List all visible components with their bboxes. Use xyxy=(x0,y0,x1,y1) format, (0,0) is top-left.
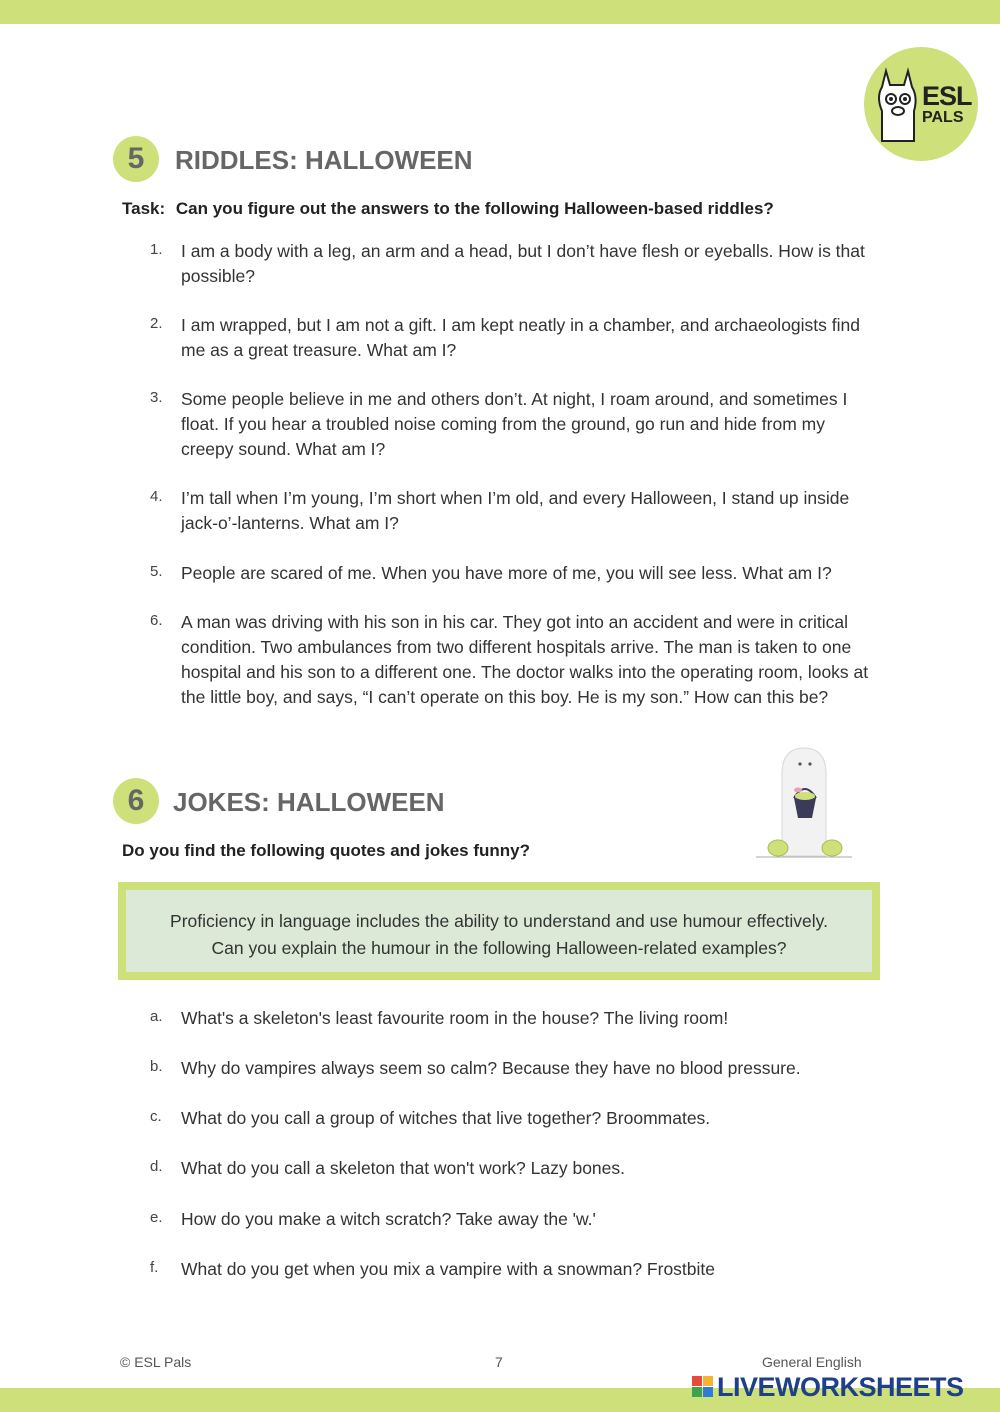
riddle-text: I am wrapped, but I am not a gift. I am kept neatly in a chamber, and archaeologists find me as a great treasure. What am I? xyxy=(181,315,860,360)
top-accent-bar xyxy=(0,0,1000,24)
joke-text: What do you call a skeleton that won't work? Lazy bones. xyxy=(181,1158,626,1178)
joke-marker: a. xyxy=(150,1008,163,1025)
riddle-marker: 4. xyxy=(150,488,163,505)
footer-category: General English xyxy=(762,1354,862,1370)
footer-page-number: 7 xyxy=(495,1354,503,1370)
ghost-icon xyxy=(754,744,854,862)
logo-text-pals: PALS xyxy=(922,109,964,126)
logo-text-esl: ESL xyxy=(922,81,972,111)
joke-marker: b. xyxy=(150,1058,163,1075)
joke-text: What do you get when you mix a vampire with a snowman? Frostbite xyxy=(181,1259,715,1279)
section-5-title: RIDDLES: HALLOWEEN xyxy=(175,145,473,175)
joke-text: What do you call a group of witches that live together? Broommates. xyxy=(181,1108,711,1128)
joke-marker: f. xyxy=(150,1259,159,1276)
riddle-text: I am a body with a leg, an arm and a head, but I don’t have flesh or eyeballs. How is that possible? xyxy=(181,241,865,286)
joke-marker: d. xyxy=(150,1158,163,1175)
riddle-text: Some people believe in me and others don’t. At night, I roam around, and sometimes I float. If you hear a troubled noise coming from the ground, go run and hide from my creepy sound. What am I? xyxy=(181,389,848,459)
section-5-number: 5 xyxy=(113,136,159,182)
riddle-marker: 6. xyxy=(150,612,163,629)
joke-text: Why do vampires always seem so calm? Because they have no blood pressure. xyxy=(181,1058,801,1078)
joke-marker: c. xyxy=(150,1108,162,1125)
riddle-text: People are scared of me. When you have more of me, you will see less. What am I? xyxy=(181,563,832,583)
joke-text: What's a skeleton's least favourite room in the house? The living room! xyxy=(181,1008,729,1028)
humour-note-box xyxy=(118,882,880,980)
task-label: Task: xyxy=(122,199,166,218)
task-instruction xyxy=(122,199,774,219)
riddle-marker: 3. xyxy=(150,389,163,406)
joke-text: How do you make a witch scratch? Take away the 'w.' xyxy=(181,1209,596,1229)
riddle-marker: 1. xyxy=(150,241,163,258)
liveworksheets-text: LIVEWORKSHEETS xyxy=(717,1372,964,1402)
esl-pals-logo xyxy=(864,47,978,161)
riddle-text: A man was driving with his son in his car. They got into an accident and were in critical condition. Two ambulances from two different hospitals arrive. The man is taken to one hospital and his son to a different one. The doctor walks into the operating room, looks at the little boy, and says, “I can’t operate on this boy. He is my son.” How can this be? xyxy=(181,612,869,707)
footer-copyright: © ESL Pals xyxy=(120,1354,192,1370)
task-text: Can you figure out the answers to the following Halloween-based riddles? xyxy=(175,199,774,218)
riddle-marker: 5. xyxy=(150,563,163,580)
liveworksheets-logo-icon xyxy=(692,1376,714,1398)
section-6-number: 6 xyxy=(113,778,159,824)
note-line-2: Can you explain the humour in the following Halloween-related examples? xyxy=(211,938,787,958)
llama-icon xyxy=(874,67,922,145)
section-6-title: JOKES: HALLOWEEN xyxy=(173,787,445,817)
joke-marker: e. xyxy=(150,1209,163,1226)
jokes-question: Do you find the following quotes and jokes funny? xyxy=(122,841,530,860)
note-line-1: Proficiency in language includes the ability to understand and use humour effectively. xyxy=(170,911,828,931)
riddle-text: I’m tall when I’m young, I’m short when I’m old, and every Halloween, I stand up inside jack-o’-lanterns. What am I? xyxy=(181,488,850,533)
riddle-marker: 2. xyxy=(150,315,163,332)
